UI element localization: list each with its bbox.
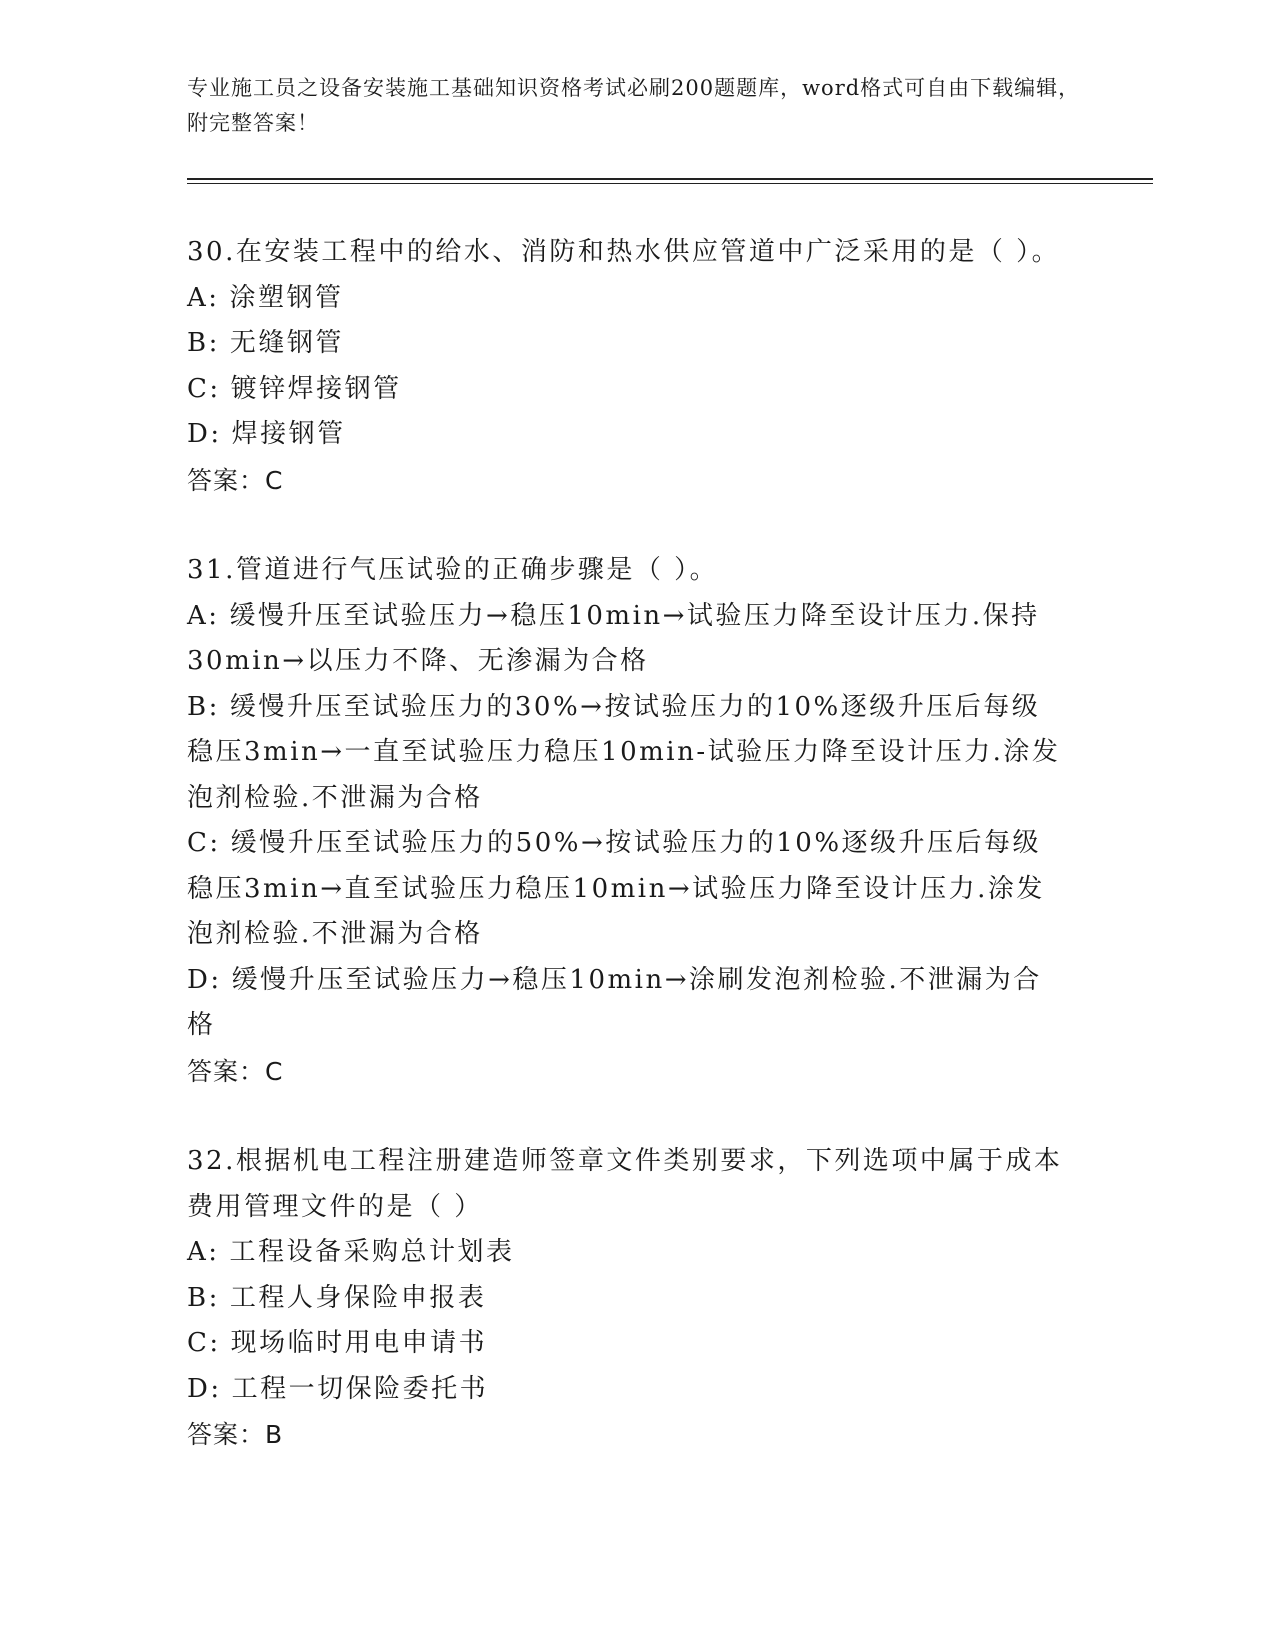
- option-text: 缓慢升压至试验压力的30%→按试验压力的10%逐级升压后每级稳压3min→一直至试验压力稳压10min-试验压力降至设计压力.涂发泡剂检验.不泄漏为合格: [187, 691, 1061, 813]
- option-text: 缓慢升压至试验压力→稳压10min→涂刷发泡剂检验.不泄漏为合格: [187, 964, 1042, 1040]
- option-key: C: [187, 373, 210, 404]
- option-separator: :: [208, 691, 220, 722]
- option-separator: :: [208, 1282, 220, 1313]
- option-separator: :: [209, 373, 221, 404]
- option-key: A: [187, 282, 209, 313]
- option-key: D: [187, 1373, 211, 1404]
- option-key: B: [187, 328, 209, 358]
- question-stem: 32.根据机电工程注册建造师签章文件类别要求，下列选项中属于成本费用管理文件的是（ ）: [187, 1146, 1063, 1222]
- option-key: B: [187, 691, 209, 722]
- option-key: C: [187, 828, 210, 858]
- option-key: A: [187, 600, 209, 631]
- option-separator: :: [210, 1373, 222, 1404]
- option-text: 缓慢升压至试验压力的50%→按试验压力的10%逐级升压后每级稳压3min→直至试验压力稳压10min→试验压力降至设计压力.涂发泡剂检验.不泄漏为合格: [187, 828, 1045, 949]
- question-stem: 31.管道进行气压试验的正确步骤是（ ）。: [187, 555, 719, 585]
- option-b: [187, 321, 1067, 367]
- answer-line: 答案：B: [187, 1420, 284, 1449]
- question-32: [187, 1139, 1067, 1458]
- question-31: [187, 548, 1067, 1094]
- answer-line: 答案：C: [187, 465, 284, 495]
- option-a: [187, 276, 1067, 322]
- option-b: [187, 685, 1067, 822]
- question-list: [187, 230, 1067, 1458]
- option-key: A: [187, 1237, 209, 1267]
- option-separator: :: [208, 328, 220, 358]
- option-text: 镀锌焊接钢管: [230, 373, 402, 404]
- option-text: 现场临时用电申请书: [230, 1328, 488, 1358]
- option-key: C: [187, 1328, 210, 1358]
- header-rule-thick: [187, 178, 1153, 180]
- option-separator: :: [210, 419, 222, 449]
- option-d: [187, 412, 1067, 458]
- option-separator: :: [208, 282, 220, 313]
- option-key: D: [187, 964, 211, 995]
- option-c: [187, 821, 1067, 958]
- option-text: 工程一切保险委托书: [231, 1373, 489, 1404]
- header-rule-thin: [187, 183, 1153, 184]
- option-b: [187, 1276, 1067, 1322]
- option-c: [187, 367, 1067, 413]
- option-separator: :: [209, 1328, 221, 1358]
- option-a: [187, 594, 1067, 685]
- question-30: [187, 230, 1067, 503]
- option-text: 涂塑钢管: [229, 282, 344, 313]
- option-text: 缓慢升压至试验压力→稳压10min→试验压力降至设计压力.保持30min→以压力不降、无渗漏为合格: [187, 600, 1040, 676]
- option-text: 焊接钢管: [231, 419, 346, 449]
- option-c: [187, 1321, 1067, 1367]
- option-d: [187, 1367, 1067, 1413]
- option-text: 工程设备采购总计划表: [229, 1237, 515, 1267]
- answer-line: 答案：C: [187, 1056, 284, 1086]
- option-text: 工程人身保险申报表: [229, 1282, 487, 1313]
- document-header: 专业施工员之设备安装施工基础知识资格考试必刷200题题库，word格式可自由下载编辑，附完整答案！: [187, 76, 1081, 135]
- option-separator: :: [208, 600, 220, 631]
- question-stem: 30.在安装工程中的给水、消防和热水供应管道中广泛采用的是（ ）。: [187, 237, 1061, 267]
- option-separator: :: [210, 964, 222, 995]
- option-separator: :: [208, 1237, 220, 1267]
- option-a: [187, 1230, 1067, 1276]
- option-key: B: [187, 1282, 209, 1313]
- option-d: [187, 958, 1067, 1049]
- option-key: D: [187, 419, 211, 449]
- option-text: 无缝钢管: [229, 328, 344, 358]
- option-separator: :: [209, 828, 221, 858]
